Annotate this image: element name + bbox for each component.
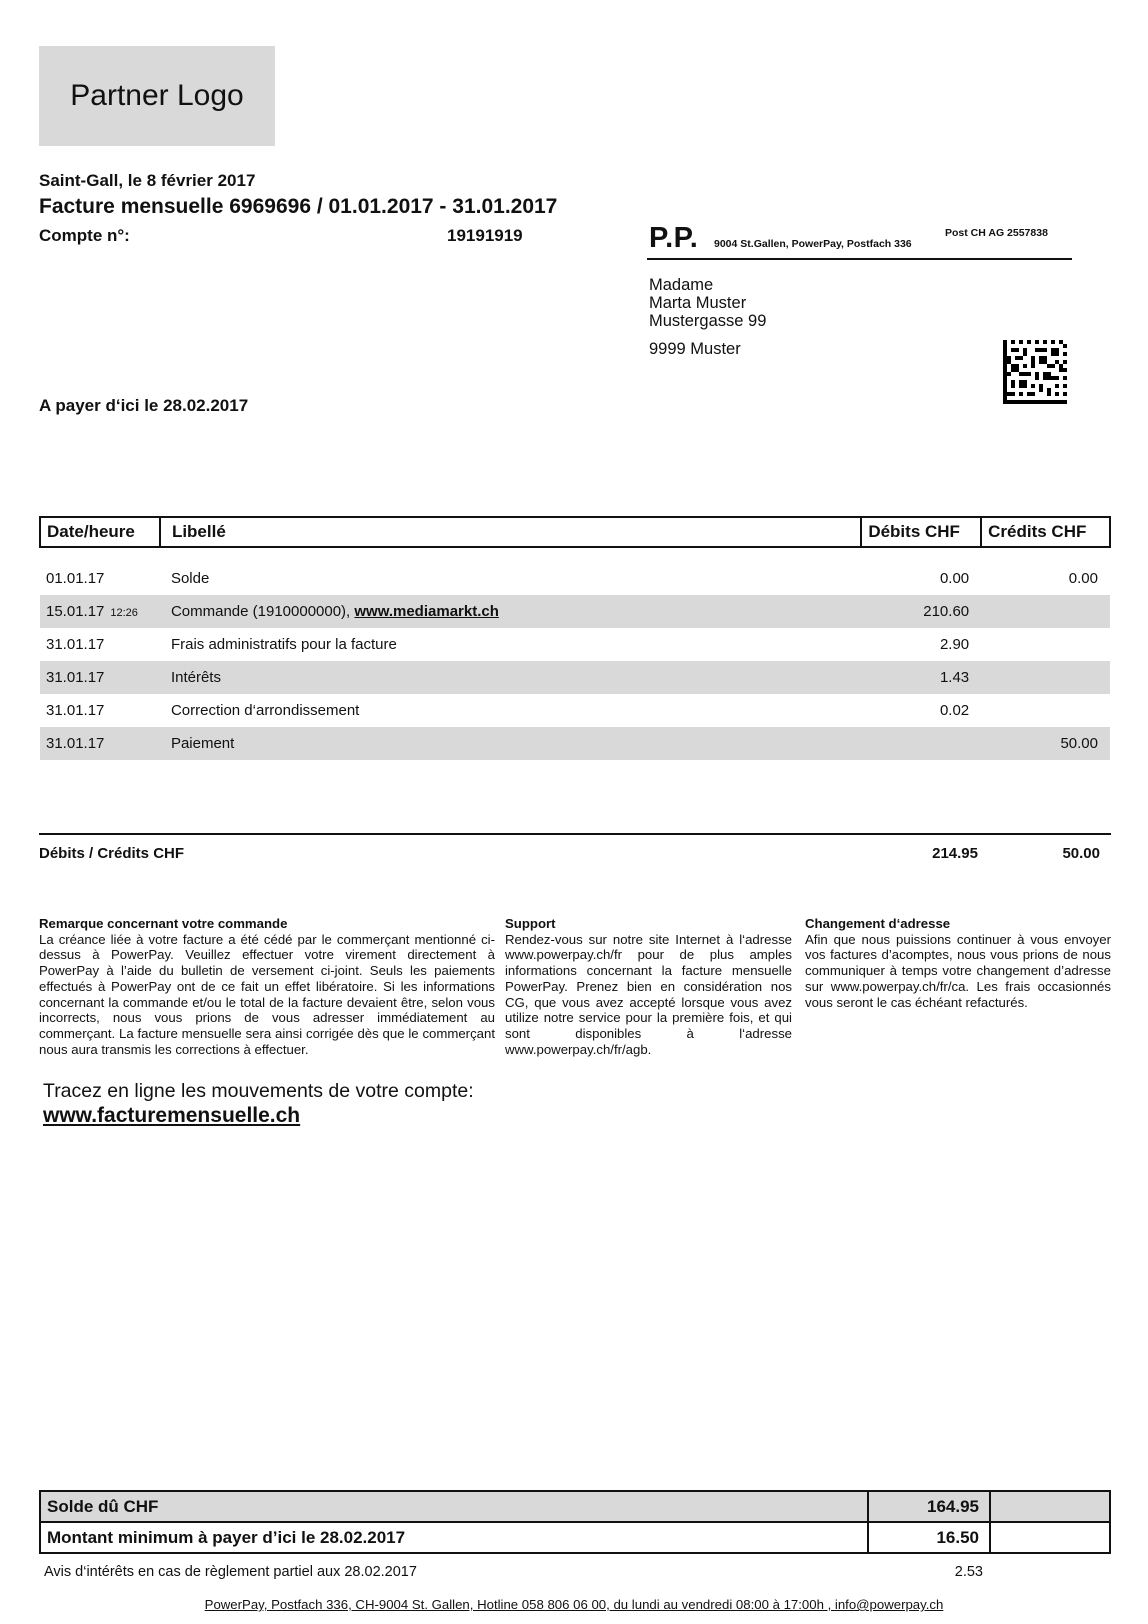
table-row (40, 694, 1110, 727)
tracking-text: Tracez en ligne les mouvements de votre compte: (43, 1080, 474, 1102)
row-credit (981, 661, 1110, 694)
recipient-street: Mustergasse 99 (649, 312, 767, 330)
city-date: Saint-Gall, le 8 février 2017 (39, 171, 256, 190)
col-header-credits: Crédits CHF (981, 517, 1110, 547)
note-address-change (805, 916, 1111, 1010)
row-label: Solde (170, 570, 210, 587)
row-date: 31.01.17 (46, 702, 105, 719)
transactions-table (39, 516, 1111, 760)
col-header-label: Libellé (160, 517, 861, 547)
recipient-city: 9999 Muster (649, 340, 741, 358)
table-row (40, 727, 1110, 760)
minimum-value: 16.50 (868, 1522, 990, 1553)
post-code: Post CH AG 2557838 (945, 227, 1048, 239)
balance-empty-cell (990, 1491, 1110, 1522)
row-date: 31.01.17 (46, 636, 105, 653)
row-date: 31.01.17 (40, 727, 160, 760)
note-address-body: Afin que nous puissions continuer à vous envoyer vos factures d’acomptes, nous vous prions de nous communiquer à temps votre changement d’adresse sur www.powerpay.ch/fr/ca. Les frais occasionnés vous seront le cas échéant refacturés. (805, 931, 1111, 1010)
balance-label: Solde dû CHF (40, 1491, 868, 1522)
invoice-title: Facture mensuelle 6969696 / 01.01.2017 - 31.01.2017 (39, 195, 558, 218)
col-header-debits: Débits CHF (861, 517, 981, 547)
interest-value: 2.53 (954, 1564, 983, 1580)
row-label: Paiement (160, 727, 861, 760)
summary-table (39, 1490, 1111, 1554)
row-date: 31.01.17 (40, 661, 160, 694)
note-order-body: La créance liée à votre facture a été cédé par le commerçant mentionné ci-dessus à PowerPay. Veuillez effectuer votre virement directement à PowerPay à l’aide du bulletin de versement ci-joint. Seuls les paiements effectués à PowerPay ont de ce fait un effet libératoire. Si les informations concernant la commande et/ou le total de la facture devaient être, selon vous incorrects, nous vous prions de vous adresser immédiatement au commerçant. La facture mensuelle sera ainsi corrigée dès que le commerçant nous aura transmis les corrections à effectuer. (39, 931, 495, 1057)
note-support-body: Rendez-vous sur notre site Internet à l‘adresse www.powerpay.ch/fr pour de plus amples informations concernant la facture mensuelle PowerPay. Prenez bien en considération nos CG, que vous avez accepté lorsque vous avez utilize notre service pour la première fois, et qui sont disponibles à l‘adresse www.powerpay.ch/fr/agb. (505, 931, 792, 1057)
pp-mark: P.P. (649, 222, 699, 254)
row-time: 12:26 (110, 607, 138, 619)
row-date: 15.01.17 12:26 (40, 595, 160, 628)
partner-logo (39, 46, 275, 146)
recipient-salutation: Madame (649, 276, 714, 294)
summary-row-balance (40, 1491, 1110, 1522)
partner-logo-text: Partner Logo (70, 79, 244, 112)
table-row (40, 595, 1110, 628)
row-credit (981, 595, 1110, 628)
row-credit (981, 628, 1110, 661)
totals-debits: 214.95 (932, 845, 978, 862)
row-credit: 0.00 (1068, 570, 1098, 587)
recipient-address (649, 276, 766, 358)
tracking-link[interactable]: www.facturemensuelle.ch (43, 1104, 301, 1127)
row-credit (981, 694, 1110, 727)
note-support (505, 916, 792, 1057)
minimum-empty-cell (990, 1522, 1110, 1553)
postal-divider (647, 258, 1072, 260)
row-date: 01.01.17 (46, 570, 105, 587)
merchant-link[interactable]: www.mediamarkt.ch (354, 603, 499, 620)
minimum-label: Montant minimum à payer d’ici le 28.02.2017 (40, 1522, 868, 1553)
account-value: 19191919 (447, 226, 523, 245)
table-header-row (40, 517, 1110, 547)
col-header-date: Date/heure (40, 517, 160, 547)
row-label: Frais administratifs pour la facture (170, 636, 397, 653)
note-address-title: Changement d‘adresse (805, 916, 951, 931)
footer-contact: PowerPay, Postfach 336, CH-9004 St. Gallen, Hotline 058 806 06 00, du lundi au vendredi 08:00 à 17:00h , info@powerpay.ch (204, 1597, 944, 1612)
row-debit: 0.00 (939, 570, 970, 587)
note-order (39, 916, 495, 1057)
table-row (40, 562, 1110, 595)
balance-value: 164.95 (868, 1491, 990, 1522)
table-row (40, 661, 1110, 694)
recipient-name: Marta Muster (649, 294, 747, 312)
row-label: Intérêts (160, 661, 861, 694)
due-date: A payer d‘ici le 28.02.2017 (39, 396, 249, 415)
totals-divider (39, 833, 1111, 835)
row-label: Commande (1910000000), www.mediamarkt.ch (160, 595, 861, 628)
row-debit: 210.60 (861, 595, 981, 628)
note-support-title: Support (505, 916, 556, 931)
table-row (40, 628, 1110, 661)
row-label: Correction d‘arrondissement (170, 702, 360, 719)
account-label: Compte n°: (39, 226, 130, 245)
row-debit: 2.90 (939, 636, 970, 653)
note-order-title: Remarque concernant votre commande (39, 916, 288, 931)
row-debit: 0.02 (939, 702, 970, 719)
row-debit (861, 727, 981, 760)
totals-label: Débits / Crédits CHF (39, 845, 185, 862)
row-debit: 1.43 (861, 661, 981, 694)
sender-address: 9004 St.Gallen, PowerPay, Postfach 336 (714, 238, 912, 250)
summary-row-minimum (40, 1522, 1110, 1553)
datamatrix-code-icon (1003, 340, 1067, 404)
interest-label: Avis d‘intérêts en cas de règlement partiel aux 28.02.2017 (44, 1564, 417, 1580)
row-credit: 50.00 (981, 727, 1110, 760)
totals-credits: 50.00 (1062, 845, 1100, 862)
